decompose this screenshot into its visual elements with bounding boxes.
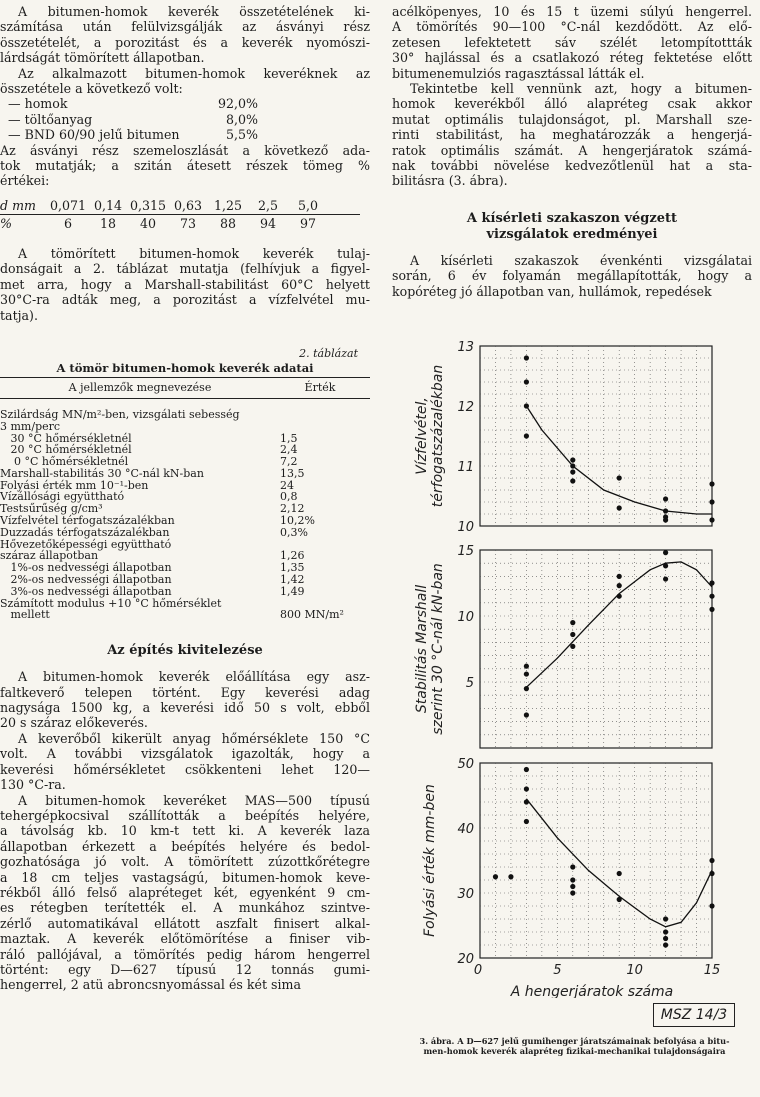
right-column <box>392 0 752 299</box>
y-tick-label: 40 <box>457 822 474 837</box>
table-cell-value: 1,42 <box>280 573 305 587</box>
table-cell-label: Folyási érték mm 10⁻¹-ben <box>0 478 149 492</box>
text-line: zetesen lefektetett sáv szélét letompítottták <box>392 34 752 50</box>
table-cell-label: Duzzadás térfogatszázalékban <box>0 525 170 539</box>
data-point <box>524 403 529 408</box>
text-line: 30° hajlással és a csatlakozó réteg fektetése előtt <box>392 50 752 66</box>
y-tick-label: 10 <box>457 610 474 625</box>
data-point <box>570 890 575 895</box>
section-title-line: A kísérleti szakaszon végzett <box>466 210 678 226</box>
data-point <box>663 936 668 941</box>
data-point <box>524 671 529 676</box>
section-title-construction: Az építés kivitelezése <box>107 643 263 659</box>
text-line: Az alkalmazott bitumen-homok keveréknek az <box>18 65 370 81</box>
mix-item-value: 8,0% <box>226 111 258 127</box>
table-cell-label: 2%-os nedvességi állapotban <box>0 573 172 587</box>
text-line: nagysága 1500 kg, a keverési idő 50 s volt, ebből <box>0 700 370 716</box>
sieve-cell: 0,071 <box>49 197 87 213</box>
construction-p1 <box>0 669 370 731</box>
data-point <box>617 505 622 510</box>
data-point <box>663 517 668 522</box>
y-tick-label: 30 <box>457 887 474 902</box>
text-line: rinti stabilitást, ha meghatározzák a hengerjá- <box>392 127 752 143</box>
text-line: ráló pallójával, a tömörítés pedig három hengerrel <box>0 946 370 962</box>
data-point <box>663 496 668 501</box>
table-cell-label: 3%-os nedvességi állapotban <box>0 584 172 598</box>
text-line: rékből álló felső alapréteget két, egyenként 9 cm- <box>0 884 370 900</box>
y-tick-label: 50 <box>457 757 474 772</box>
sieve-cell: 97 <box>299 215 317 231</box>
text-line: met arra, hogy a Marshall-stabilitást 60°C helyett <box>0 276 370 292</box>
table-cell-value <box>280 409 360 421</box>
properties-table <box>0 347 370 621</box>
table-cell-label: Hővezetőképességi együttható <box>0 537 172 551</box>
table-cell-label: Marshall-stabilitás 30 °C-nál kN-ban <box>0 466 204 480</box>
text-line: A bitumen-homok keverék összetételének ki- <box>18 4 370 19</box>
data-point <box>709 871 714 876</box>
data-point <box>617 871 622 876</box>
table-cell-label: száraz állapotban <box>0 549 99 563</box>
text-line: es rétegben terítették el. A munkához szintve- <box>0 900 370 916</box>
text-line: maztak. A keverék előtömörítése a finiser vib- <box>0 931 370 947</box>
data-point <box>663 929 668 934</box>
y-tick-label: 15 <box>457 544 474 559</box>
sieve-row-label: d mm <box>0 197 36 213</box>
text-line: a 18 cm teljes vastagságú, bitumen-homok keve- <box>0 869 370 885</box>
table-cell-label: Számított modulus +10 °C hőmérséklet <box>0 596 222 610</box>
sieve-cell: 73 <box>179 215 197 231</box>
data-point <box>524 355 529 360</box>
right-p2 <box>392 81 752 189</box>
sieve-cell: 5,0 <box>297 197 319 213</box>
text-line: A bitumen-homok keverék előállítása egy asz- <box>18 669 370 685</box>
y-tick-label: 11 <box>457 460 474 475</box>
data-point <box>709 580 714 585</box>
sieve-row-label: % <box>0 215 12 231</box>
mix-item-name: — homok <box>8 96 68 112</box>
table-cell-label: Testsűrűség g/cm³ <box>0 502 103 516</box>
mix-item-name: — BND 60/90 jelű bitumen <box>8 127 180 143</box>
text-line: állapotban érkezett a beépítés helyére és bedol- <box>0 838 370 854</box>
plot-frame <box>480 346 712 526</box>
sieve-cell: 6 <box>63 215 72 231</box>
data-point <box>663 576 668 581</box>
data-point <box>524 712 529 717</box>
table-row <box>0 468 370 480</box>
text-line: zérlő automatikával ellátott aszfalt finisert alkal- <box>0 915 370 931</box>
y-tick-label: 20 <box>457 952 474 967</box>
text-line: volt. A további vizsgálatok igazolták, hogy a <box>0 746 370 762</box>
table-cell-label: 1%-os nedvességi állapotban <box>0 561 172 575</box>
mix-item <box>0 127 370 142</box>
table-col2-header: Érték <box>304 380 336 394</box>
plot-frame <box>480 550 712 748</box>
data-point <box>617 583 622 588</box>
text-line: A keverőből kikerült anyag hőmérséklete 150 °C <box>18 730 370 746</box>
table-row <box>0 609 370 621</box>
data-point <box>617 475 622 480</box>
table-cell-value: 13,5 <box>280 466 305 480</box>
table-cell-label: Vízállósági együttható <box>0 490 125 504</box>
table-body <box>0 409 370 621</box>
text-line: értékei: <box>0 173 50 189</box>
y-tick-label: 13 <box>457 340 474 355</box>
sieve-cell: 1,25 <box>213 197 243 213</box>
text-line: bilitásra (3. ábra). <box>392 173 508 189</box>
right-p3 <box>392 253 752 299</box>
data-point <box>524 767 529 772</box>
text-line: tehergépkocsival szállították a beépítés helyére, <box>0 807 370 823</box>
caption-line: 3. ábra. A D—627 jelű gumihenger járatszámainak befolyása a bitu- <box>419 1036 730 1046</box>
sieve-table <box>0 197 370 232</box>
x-tick-label: 15 <box>703 963 721 978</box>
sieve-row-d <box>0 197 370 214</box>
table-col1-header: A jellemzők megnevezése <box>68 380 212 394</box>
mix-intro <box>0 66 370 97</box>
y-axis-label: Folyási érték mm-ben <box>422 784 438 937</box>
right-p1 <box>392 4 752 81</box>
data-point <box>709 607 714 612</box>
text-line: Az ásványi rész szemeloszlását a következő ada- <box>0 142 370 158</box>
data-point <box>663 942 668 947</box>
data-point <box>709 499 714 504</box>
table-header <box>0 377 370 399</box>
data-point <box>709 481 714 486</box>
figure-stamp: MSZ 14/3 <box>653 1003 735 1027</box>
data-point <box>570 469 575 474</box>
construction-p2 <box>0 731 370 793</box>
y-axis-label: szerint 30 °C-nál kN-ban <box>430 563 446 735</box>
mix-list <box>0 96 370 142</box>
text-line: donságait a 2. táblázat mutatja (felhívjuk a figyel- <box>0 261 370 277</box>
table-cell-value: 1,26 <box>280 549 305 563</box>
sieve-row-pct <box>0 215 370 232</box>
y-tick-label: 5 <box>465 676 474 691</box>
mix-item-value: 5,5% <box>226 127 258 143</box>
y-tick-label: 10 <box>457 520 474 535</box>
data-point <box>570 463 575 468</box>
text-line: összetétele a következő volt: <box>0 81 183 97</box>
table-cell-value: 7,2 <box>280 455 298 469</box>
mix-item-value: 92,0% <box>217 96 258 112</box>
text-line: 130 °C-ra. <box>0 777 66 793</box>
sieve-cell: 2,5 <box>257 197 279 213</box>
y-axis-label: Stabilitás Marshall <box>414 584 430 714</box>
caption-line: men-homok keverék alapréteg fizikai-mechanikai tulajdonságaira <box>423 1046 726 1056</box>
table-cell-label: 0 °C hőmérsékletnél <box>0 455 129 469</box>
table-cell-label: Vízfelvétel térfogatszázalékban <box>0 514 175 528</box>
figure-3-charts <box>392 338 752 998</box>
text-line: a távolság kb. 10 km-t tett ki. A keverék laza <box>0 823 370 839</box>
intro-paragraph <box>0 4 370 66</box>
table-cell-label: Szilárdság MN/m²-ben, vizsgálati sebesség <box>0 407 240 421</box>
text-line: bitumenemulziós ragasztással látták el. <box>392 65 645 81</box>
text-line: keverési hőmérsékletet csökkenteni lehet 120— <box>0 761 370 777</box>
text-line: számítása után felülvizsgálják az ásványi rész <box>0 19 370 35</box>
trend-curve <box>526 562 712 687</box>
sieve-cell: 0,14 <box>93 197 123 213</box>
mix-item <box>0 96 370 111</box>
data-point <box>663 550 668 555</box>
data-point <box>617 574 622 579</box>
data-point <box>709 594 714 599</box>
data-point <box>524 433 529 438</box>
data-point <box>508 874 513 879</box>
data-point <box>663 508 668 513</box>
table-cell-value: 2,12 <box>280 502 305 516</box>
text-line: A kísérleti szakaszok évenkénti vizsgálatai <box>410 252 752 268</box>
text-line: mutat optimális tulajdonságot, pl. Marshall sze- <box>392 111 752 127</box>
sieve-cell: 94 <box>259 215 277 231</box>
data-point <box>709 903 714 908</box>
x-axis-label: A hengerjáratok száma <box>510 984 674 998</box>
data-point <box>524 786 529 791</box>
text-line: gozhatósága jó volt. A tömörített zúzottkőrétegre <box>0 854 370 870</box>
plot-frame <box>480 763 712 958</box>
table-cell-value: 1,49 <box>280 584 305 598</box>
section-title-results <box>392 211 752 243</box>
table-ref-paragraph <box>0 246 370 323</box>
x-tick-label: 5 <box>553 963 562 978</box>
data-point <box>663 916 668 921</box>
text-line: Tekintetbe kell vennünk azt, hogy a bitumen- <box>410 81 752 97</box>
left-column <box>0 0 370 993</box>
table-cell-value: 24 <box>280 478 294 492</box>
y-axis-label: Vízfelvétel, <box>414 397 430 475</box>
mix-item-name: — töltőanyag <box>8 111 93 127</box>
table-cell-value: 1,5 <box>280 431 298 445</box>
text-line: 20 s száraz előkeverés. <box>0 715 148 731</box>
text-line: hengerrel, 2 atü abroncsnyomással és két sima <box>0 977 301 993</box>
data-point <box>570 864 575 869</box>
table-row <box>0 586 370 598</box>
data-point <box>524 379 529 384</box>
table-cell-value: 1,35 <box>280 561 305 575</box>
mix-item <box>0 112 370 127</box>
table-number: 2. táblázat <box>299 346 358 360</box>
data-point <box>709 517 714 522</box>
sieve-cell: 18 <box>99 215 117 231</box>
table-cell-value: 2,4 <box>280 443 298 457</box>
sieve-cell: 0,315 <box>129 197 167 213</box>
text-line: nak további növelése kedvezőtlenül hat a sta- <box>392 158 752 174</box>
text-line: faltkeverő telepen történt. Egy keverési adag <box>0 684 370 700</box>
x-tick-label-origin: 0 <box>473 963 483 978</box>
table-title: A tömör bitumen-homok keverék adatai <box>56 360 314 375</box>
text-line: tatja). <box>0 307 38 323</box>
x-tick-label: 10 <box>626 963 643 978</box>
table-cell-label: mellett <box>0 608 50 622</box>
text-line: lárdságát tömörített állapotban. <box>0 50 205 66</box>
text-line: homok keverékből álló alapréteg csak akkor <box>392 96 752 112</box>
text-line: 30°C-ra adták meg, a porozitást a vízfelvétel mu- <box>0 292 370 308</box>
data-point <box>570 884 575 889</box>
text-line: összetételét, a porozitást és a keverék nyomószi- <box>0 34 370 50</box>
table-cell-label: 20 °C hőmérsékletnél <box>0 443 132 457</box>
data-point <box>570 644 575 649</box>
data-point <box>493 874 498 879</box>
text-line: ratok optimális számát. A hengerjáratok számá- <box>392 142 752 158</box>
text-line: acélköpenyes, 10 és 15 t üzemi súlyú hengerrel. <box>392 4 752 19</box>
data-point <box>709 858 714 863</box>
data-point <box>570 478 575 483</box>
text-line: kopóréteg jó állapotban van, hullámok, repedések <box>392 283 712 299</box>
table-cell-value: 0,8 <box>280 490 298 504</box>
text-line: A bitumen-homok keveréket MAS—500 típusú <box>18 792 370 808</box>
table-cell-label: 30 °C hőmérsékletnél <box>0 431 132 445</box>
data-point <box>524 819 529 824</box>
data-point <box>524 664 529 669</box>
data-point <box>663 563 668 568</box>
data-point <box>617 897 622 902</box>
figure-caption <box>392 1036 757 1056</box>
section-title-line: vizsgálatok eredményei <box>486 226 658 242</box>
table-row <box>0 409 370 421</box>
table-row <box>0 421 370 433</box>
data-point <box>570 632 575 637</box>
data-point <box>570 620 575 625</box>
data-point <box>524 799 529 804</box>
data-point <box>570 877 575 882</box>
sieve-cell: 40 <box>139 215 157 231</box>
data-point <box>524 686 529 691</box>
text-line: A tömörítés 90—100 °C-nál kezdődött. Az elő- <box>392 19 752 35</box>
sieve-cell: 0,63 <box>173 197 203 213</box>
y-axis-label: térfogatszázalékban <box>430 364 446 508</box>
table-cell-value: 10,2% <box>280 514 315 528</box>
table-cell-label: 3 mm/perc <box>0 419 61 433</box>
table-cell-value: 800 MN/m² <box>280 608 344 622</box>
table-cell-value <box>280 421 360 433</box>
y-tick-label: 12 <box>457 400 474 415</box>
data-point <box>617 594 622 599</box>
table-row <box>0 527 370 539</box>
data-point <box>570 457 575 462</box>
table-cell-value: 0,3% <box>280 525 308 539</box>
sieve-cell: 88 <box>219 215 237 231</box>
text-line: tok mutatják; a szitán átesett részek tömeg % <box>0 158 370 174</box>
sieve-intro <box>0 143 370 189</box>
text-line: során, 6 év folyamán megállapították, hogy a <box>392 268 752 284</box>
construction-p3 <box>0 793 370 993</box>
text-line: történt: egy D—627 típusú 12 tonnás gumi- <box>0 961 370 977</box>
text-line: A tömörített bitumen-homok keverék tulaj- <box>18 245 370 261</box>
